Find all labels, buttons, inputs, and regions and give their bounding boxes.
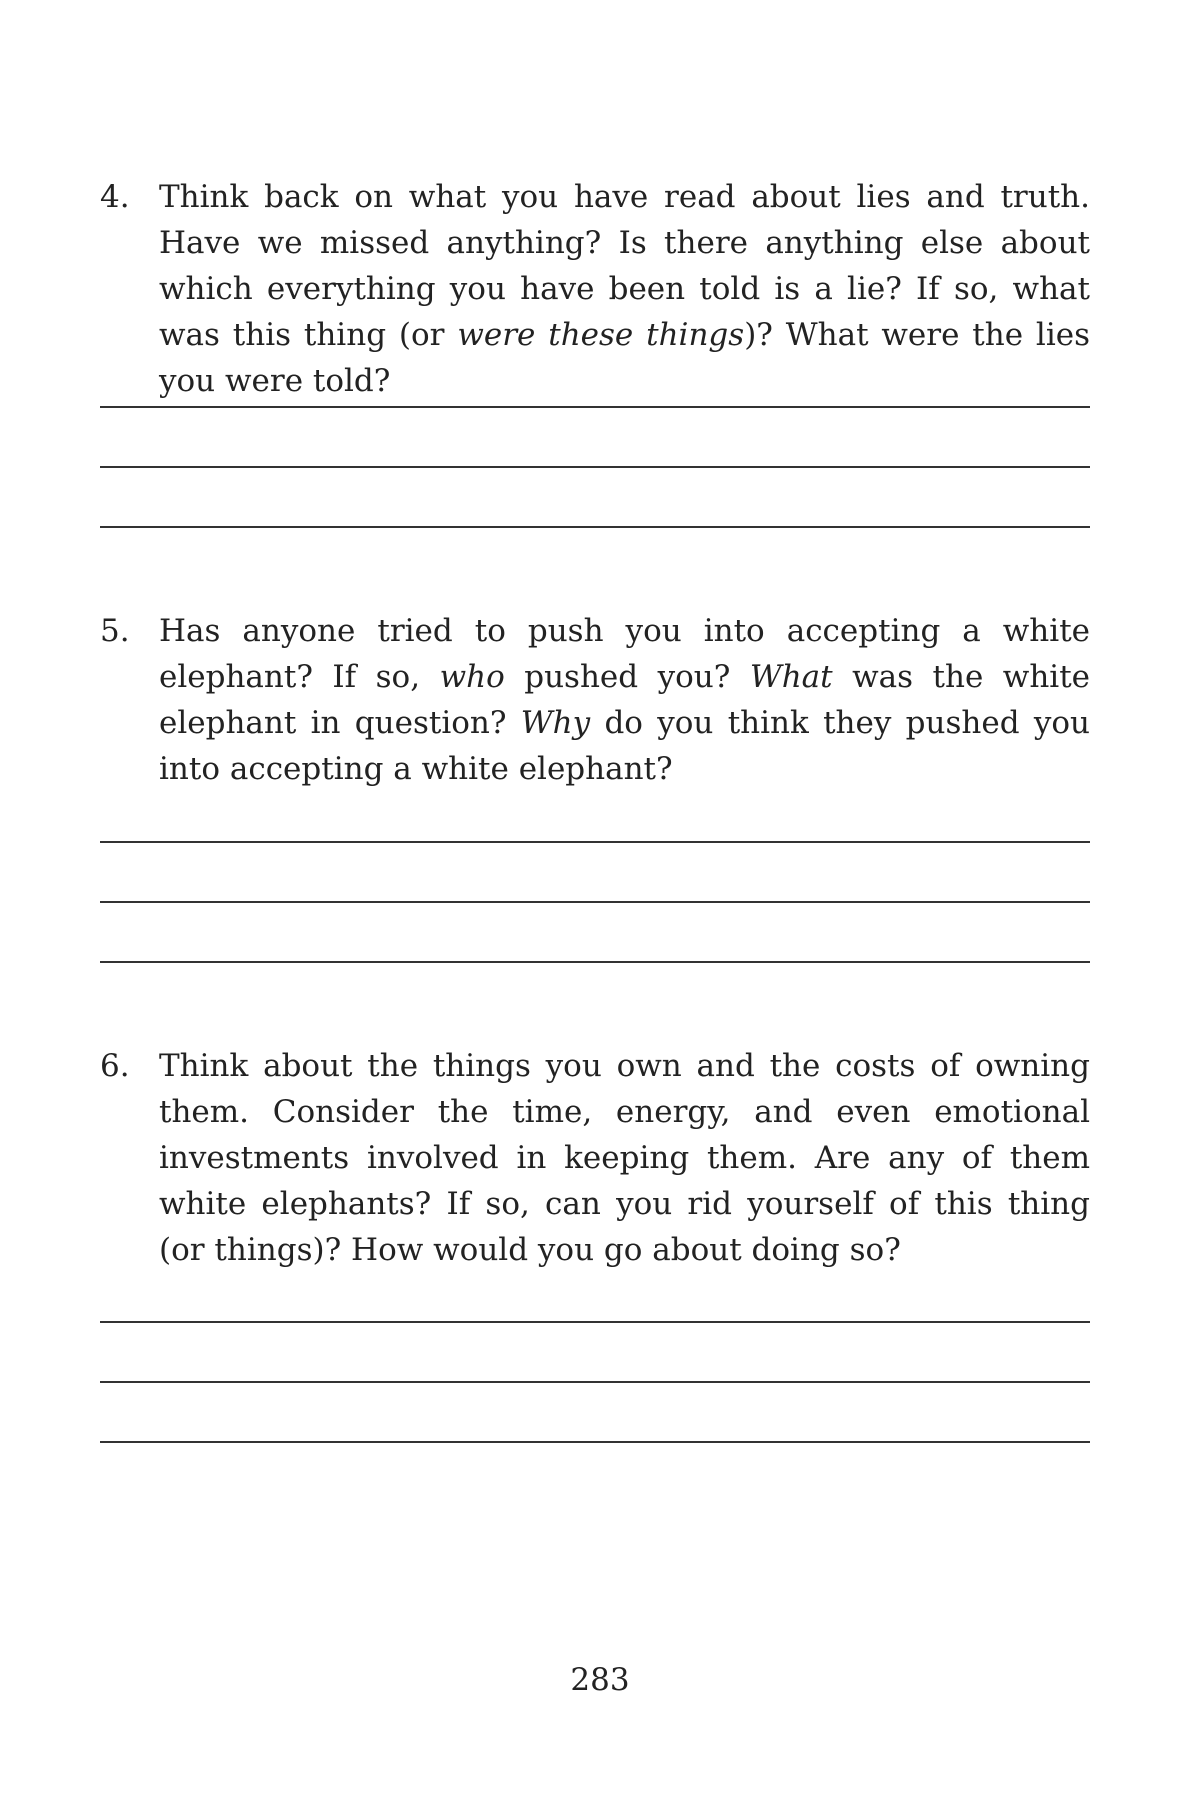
question-number: 6. (100, 1048, 130, 1084)
question-number: 5. (100, 613, 130, 649)
question-text-segment: )? What were the lies you were told? (159, 317, 1091, 399)
question-text-segment: Think back on what you have read about lies and truth. Have we missed anything? Is there anything else about which everything you have been told is a lie? If so, what was this thing (or (159, 179, 1090, 353)
answer-line[interactable] (100, 1321, 1090, 1323)
answer-line[interactable] (100, 901, 1090, 903)
answer-line[interactable] (100, 406, 1090, 408)
question-text-emphasis: who (439, 659, 505, 695)
page-number: 283 (570, 1662, 630, 1698)
question-text-segment: pushed you? (504, 659, 750, 695)
answer-line[interactable] (100, 526, 1090, 528)
question-text-emphasis: were these things (457, 317, 745, 353)
question-text (159, 608, 1090, 792)
question-text (159, 1043, 1090, 1273)
question-text-segment: do you think they pushed you into accepting a white elephant? (159, 705, 1090, 787)
question-text-emphasis: Why (520, 705, 591, 741)
answer-line[interactable] (100, 1381, 1090, 1383)
answer-line[interactable] (100, 1441, 1090, 1443)
question-text-segment: Has anyone tried to push you into accepting a white elephant? If so, (159, 613, 1090, 695)
answer-line[interactable] (100, 466, 1090, 468)
question-text-segment: Think about the things you own and the costs of owning them. Consider the time, energy, and even emotional investments involved in keeping them. Are any of them white elephants? If so, can you rid yourself of this thing (or things)? How would you go about doing so? (159, 1048, 1090, 1268)
question-text (159, 174, 1090, 404)
answer-line[interactable] (100, 961, 1090, 963)
answer-line[interactable] (100, 841, 1090, 843)
question-4 (100, 174, 1090, 404)
question-text-segment: was the white elephant in question? (159, 659, 1090, 741)
question-number: 4. (100, 179, 130, 215)
question-text-emphasis: What (749, 659, 833, 695)
question-5 (100, 608, 1090, 792)
question-6 (100, 1043, 1090, 1273)
